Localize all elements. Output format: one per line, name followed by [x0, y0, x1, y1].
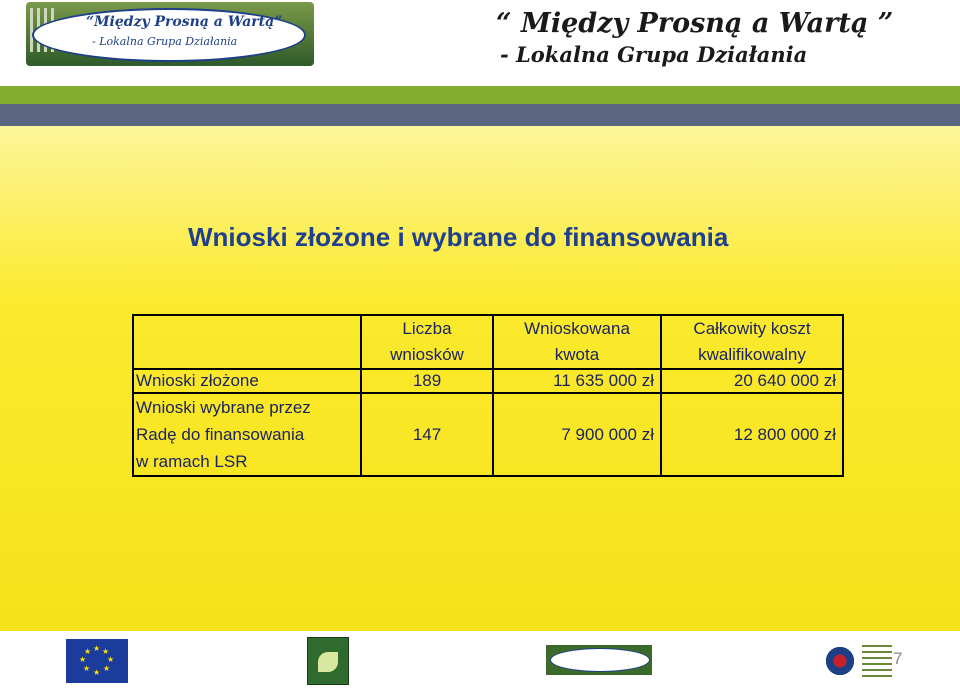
logo-line1: “Między Prosną a Wartą”: [86, 14, 283, 30]
row-eligible: 20 640 000 zł: [661, 369, 843, 393]
prow-logo: [820, 637, 894, 687]
table-row: [133, 369, 843, 393]
header-requested-line2: kwota: [554, 345, 600, 364]
green-stripe: [0, 86, 960, 104]
row-label-line2: Radę do finansowania: [136, 425, 305, 444]
row-label: Wnioski złożone: [133, 369, 361, 393]
row-label-line1: Wnioski wybrane przez: [136, 398, 311, 417]
header-cell-empty: [133, 315, 361, 369]
header-banner: [496, 8, 936, 74]
leaf-icon: [318, 652, 338, 672]
prow-emblem-icon: [822, 643, 858, 679]
row-count: 147: [361, 393, 493, 476]
row-count: 189: [361, 369, 493, 393]
leader-logo: [307, 637, 349, 685]
row-requested: 11 635 000 zł: [493, 369, 661, 393]
header-eligible-line1: Całkowity koszt: [693, 319, 811, 338]
logo-line2: - Lokalna Grupa Działania: [92, 35, 238, 48]
banner-line2: - Lokalna Grupa Działania: [500, 42, 808, 67]
row-label-line3: w ramach LSR: [136, 452, 248, 471]
table-row: [133, 393, 843, 476]
table-header-row: [133, 315, 843, 369]
header-cell-count: [361, 315, 493, 369]
header-eligible-line2: kwalifikowalny: [698, 345, 806, 364]
header-cell-eligible: [661, 315, 843, 369]
row-requested: 7 900 000 zł: [493, 393, 661, 476]
footer: [0, 631, 960, 690]
lgd-logo-small: [26, 2, 314, 66]
lgd-logo: [546, 645, 652, 675]
header-cell-requested: [493, 315, 661, 369]
summary-table: [132, 314, 844, 477]
eu-flag-logo: ★ ★ ★ ★ ★ ★ ★ ★: [66, 639, 128, 683]
header-count-line1: Liczba: [402, 319, 452, 338]
header-count-line2: wniosków: [390, 345, 464, 364]
prow-text-lines: [862, 645, 892, 679]
row-label: [133, 393, 361, 476]
lgd-logo-oval: [550, 648, 650, 672]
header-requested-line1: Wnioskowana: [524, 319, 630, 338]
page-number: 7: [893, 649, 903, 668]
gray-stripe: [0, 104, 960, 126]
banner-line1: “ Między Prosną a Wartą ”: [496, 8, 894, 39]
header: [0, 0, 960, 86]
slide-title: Wnioski złożone i wybrane do finansowania: [188, 222, 729, 252]
row-eligible: 12 800 000 zł: [661, 393, 843, 476]
